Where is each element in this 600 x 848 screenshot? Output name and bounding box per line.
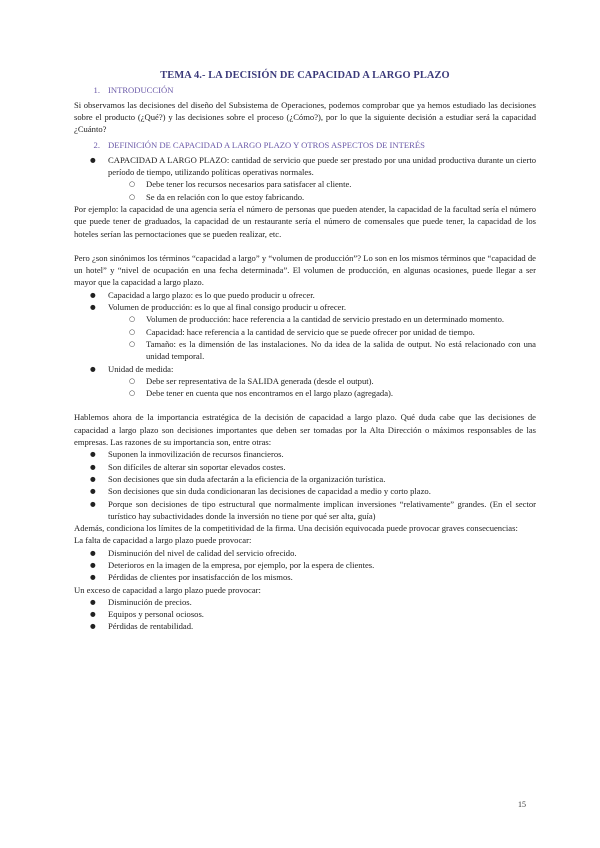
sub-list-item: ○ Debe ser representativa de la SALIDA generada (desde el output). <box>108 375 536 387</box>
lack-intro: La falta de capacidad a largo plazo puede provocar: <box>74 535 252 546</box>
page-content <box>74 70 536 633</box>
definition-text: CAPACIDAD A LARGO PLAZO: cantidad de servicio que puede ser prestado por una unidad productiva durante un cierto período de tiempo, utilizando políticas operativas normales. <box>108 154 536 178</box>
lack-list <box>74 547 536 584</box>
excess-list <box>74 596 536 633</box>
excess-intro: Un exceso de capacidad a largo plazo puede provocar: <box>74 584 261 595</box>
page-title: TEMA 4.- LA DECISIÓN DE CAPACIDAD A LARGO PLAZO <box>160 70 450 81</box>
example-paragraph: Por ejemplo: la capacidad de una agencia sería el número de personas que pueden atender, la capacidad de la facultad sería el número que puede tener de graduados, la capacidad de un restaurante sería el número de comensales que puede tener, la capacidad de los hoteles serían las pernoctaciones que se pueden realizar, etc. <box>74 203 536 239</box>
list-item-text: Unidad de medida: <box>108 363 174 374</box>
list-item <box>74 301 536 362</box>
unit-sublist <box>108 375 536 400</box>
list-item: ● Pérdidas de rentabilidad. <box>74 620 536 632</box>
sub-list-item: ○ Capacidad: hace referencia a la cantidad de servicio que se puede ofrecer por unidad de tiempo. <box>108 326 536 338</box>
synonyms-paragraph: Pero ¿son sinónimos los términos “capacidad a largo” y “volumen de producción”? Lo son en los mismos términos que “capacidad de un hotel” y “nivel de ocupación en una fecha determinada”. El volumen de producción, en algunas ocasiones, puede llegar a ser mayor que la capacidad a largo plazo. <box>74 252 536 288</box>
sub-list-item: ○ Volumen de producción: hace referencia a la cantidad de servicio prestado en un determinado momento. <box>108 313 536 325</box>
list-item: ● Capacidad a largo plazo: es lo que puedo producir u ofrecer. <box>74 289 536 301</box>
list-item-text: Volumen de producción: es lo que al final consigo producir u ofrecer. <box>108 302 347 313</box>
section-number: 2. <box>93 140 100 151</box>
sub-list-item: ○ Se da en relación con lo que estoy fabricando. <box>74 191 536 203</box>
reasons-list <box>74 448 536 522</box>
list-item: ● Pérdidas de clientes por insatisfacción de los mismos. <box>74 571 536 583</box>
section-heading-definition <box>74 139 536 151</box>
terms-list <box>74 289 536 400</box>
section-number: 1. <box>93 85 100 96</box>
section-title: DEFINICIÓN DE CAPACIDAD A LARGO PLAZO Y OTROS ASPECTOS DE INTERÉS <box>108 140 425 151</box>
sub-list-item: ○ Debe tener en cuenta que nos encontramos en el largo plazo (agregada). <box>108 387 536 399</box>
definition-list <box>74 154 536 179</box>
page-number: 15 <box>518 800 526 809</box>
consequences-paragraph: Además, condiciona los límites de la competitividad de la firma. Una decisión equivocada puede provocar graves consecuencias: <box>74 523 518 534</box>
definition-sublist <box>74 178 536 203</box>
list-item <box>74 154 536 179</box>
list-item <box>74 363 536 400</box>
list-item: ● Son decisiones que sin duda condicionaran las decisiones de capacidad a medio y corto plazo. <box>74 485 536 497</box>
intro-paragraph: Si observamos las decisiones del diseño del Subsistema de Operaciones, podemos comprobar que ya hemos estudiado las decisiones sobre el producto (¿Qué?) y las decisiones sobre el proceso (¿Cómo?), por lo que la siguiente decisión a estudiar será la capacidad ¿Cuánto? <box>74 99 536 135</box>
section-title: INTRODUCCIÓN <box>108 85 174 96</box>
sub-list-item: ○ Tamaño: es la dimensión de las instalaciones. No da idea de la salida de output. No está relacionado con una unidad temporal. <box>108 338 536 363</box>
importance-paragraph: Hablemos ahora de la importancia estratégica de la decisión de capacidad a largo plazo. Qué duda cabe que las decisiones de capacidad a largo plazo son decisiones importantes que deben ser tomadas por la Alta Dirección o máximos responsables de las empresas. Las razones de su importancia son, entre otras: <box>74 412 536 448</box>
list-item: ● Son difíciles de alterar sin soportar elevados costes. <box>74 461 536 473</box>
sub-list-item: ○ Debe tener los recursos necesarios para satisfacer al cliente. <box>74 178 536 190</box>
terms-sublist <box>108 313 536 362</box>
list-item: ● Disminución del nivel de calidad del servicio ofrecido. <box>74 547 536 559</box>
list-item: ● Son decisiones que sin duda afectarán a la eficiencia de la organización turística. <box>74 473 536 485</box>
list-item: ● Suponen la inmovilización de recursos financieros. <box>74 448 536 460</box>
list-item: ● Disminución de precios. <box>74 596 536 608</box>
list-item: ● Porque son decisiones de tipo estructural que normalmente implican inversiones “relativamente” grandes. (En el sector turístico hay subactividades donde la inversión no tiene por qué ser alta, guía) <box>74 498 536 523</box>
list-item: ● Deterioros en la imagen de la empresa, por ejemplo, por la espera de clientes. <box>74 559 536 571</box>
section-heading-introduction <box>74 84 536 96</box>
list-item: ● Equipos y personal ociosos. <box>74 608 536 620</box>
